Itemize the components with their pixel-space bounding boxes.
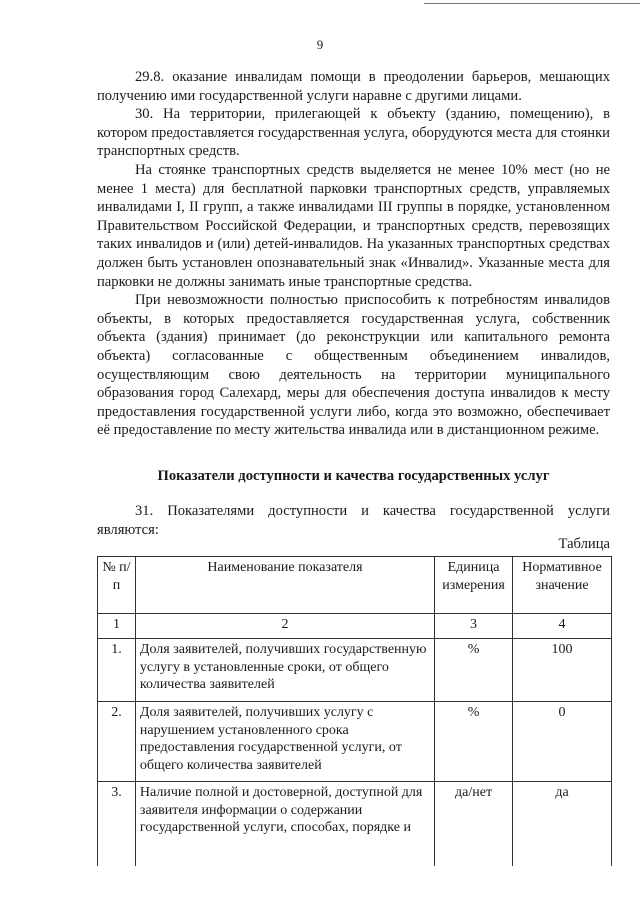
indicators-table [97,556,612,866]
paragraph-parking: На стоянке транспортных средств выделяется не менее 10% мест (но не менее 1 места) для бесплатной парковки транспортных средств, управляемых инвалидами I, II групп, а также инвалидами III группы в порядке, установленном Правительством Российской Федерации, и транспортных средств, перевозящих таких инвалидов и (или) детей-инвалидов. На указанных транспортных средствах должен быть установлен опознавательный знак «Инвалид». Указанные места для парковки не должны занимать иные транспортные средства. [97,161,610,290]
index-cell: 4 [513,614,612,639]
row-norm: 100 [513,639,612,702]
table-index-row [98,614,612,639]
row-unit: % [435,702,513,782]
paragraph-31: 31. Показателями доступности и качества государственной услуги являются: [97,503,610,538]
row-num: 3. [98,782,136,867]
row-name: Наличие полной и достоверной, доступной для заявителя информации о содержании государственной услуги, способах, порядке и [135,782,434,867]
header-unit: Единица измерения [435,557,513,614]
index-cell: 2 [135,614,434,639]
paragraph-accessibility: При невозможности полностью приспособить к потребностям инвалидов объекты, в которых предоставляется государственная услуга, собственник объекта (здания) принимает (до реконструкции или капитального ремонта объекта) согласованные с общественным объединением инвалидов, осуществляющим свою деятельность на территории муниципального образования город Салехард, меры для обеспечения доступа инвалидов к месту предоставления государственной услуги либо, когда это возможно, обеспечивает её предоставление по месту жительства инвалида или в дистанционном режиме. [97,292,610,439]
header-name: Наименование показателя [135,557,434,614]
row-unit: да/нет [435,782,513,867]
table-label: Таблица [558,536,610,552]
row-num: 2. [98,702,136,782]
row-num: 1. [98,639,136,702]
row-norm: 0 [513,702,612,782]
row-name: Доля заявителей, получивших государственную услугу в установленные сроки, от общего количества заявителей [135,639,434,702]
table-row [98,639,612,702]
top-border-line [424,3,640,4]
section-title: Показатели доступности и качества государственных услуг [157,468,550,484]
page-number: 9 [316,37,324,52]
row-norm: да [513,782,612,867]
body-text [97,68,610,440]
header-norm: Нормативное значение [513,557,612,614]
intro-text [97,502,610,539]
index-cell: 3 [435,614,513,639]
paragraph-29-8: 29.8. оказание инвалидам помощи в преодолении барьеров, мешающих получению ими государственной услуги наравне с другими лицами. [97,69,610,104]
header-num: № п/п [98,557,136,614]
table-row [98,702,612,782]
index-cell: 1 [98,614,136,639]
table-row [98,782,612,867]
table-header-row [98,557,612,614]
row-name: Доля заявителей, получивших услугу с нарушением установленного срока предоставления государственной услуги, от общего количества заявителей [135,702,434,782]
paragraph-30: 30. На территории, прилегающей к объекту (зданию, помещению), в котором предоставляется государственная услуга, оборудуются места для стоянки транспортных средств. [97,106,610,160]
row-unit: % [435,639,513,702]
